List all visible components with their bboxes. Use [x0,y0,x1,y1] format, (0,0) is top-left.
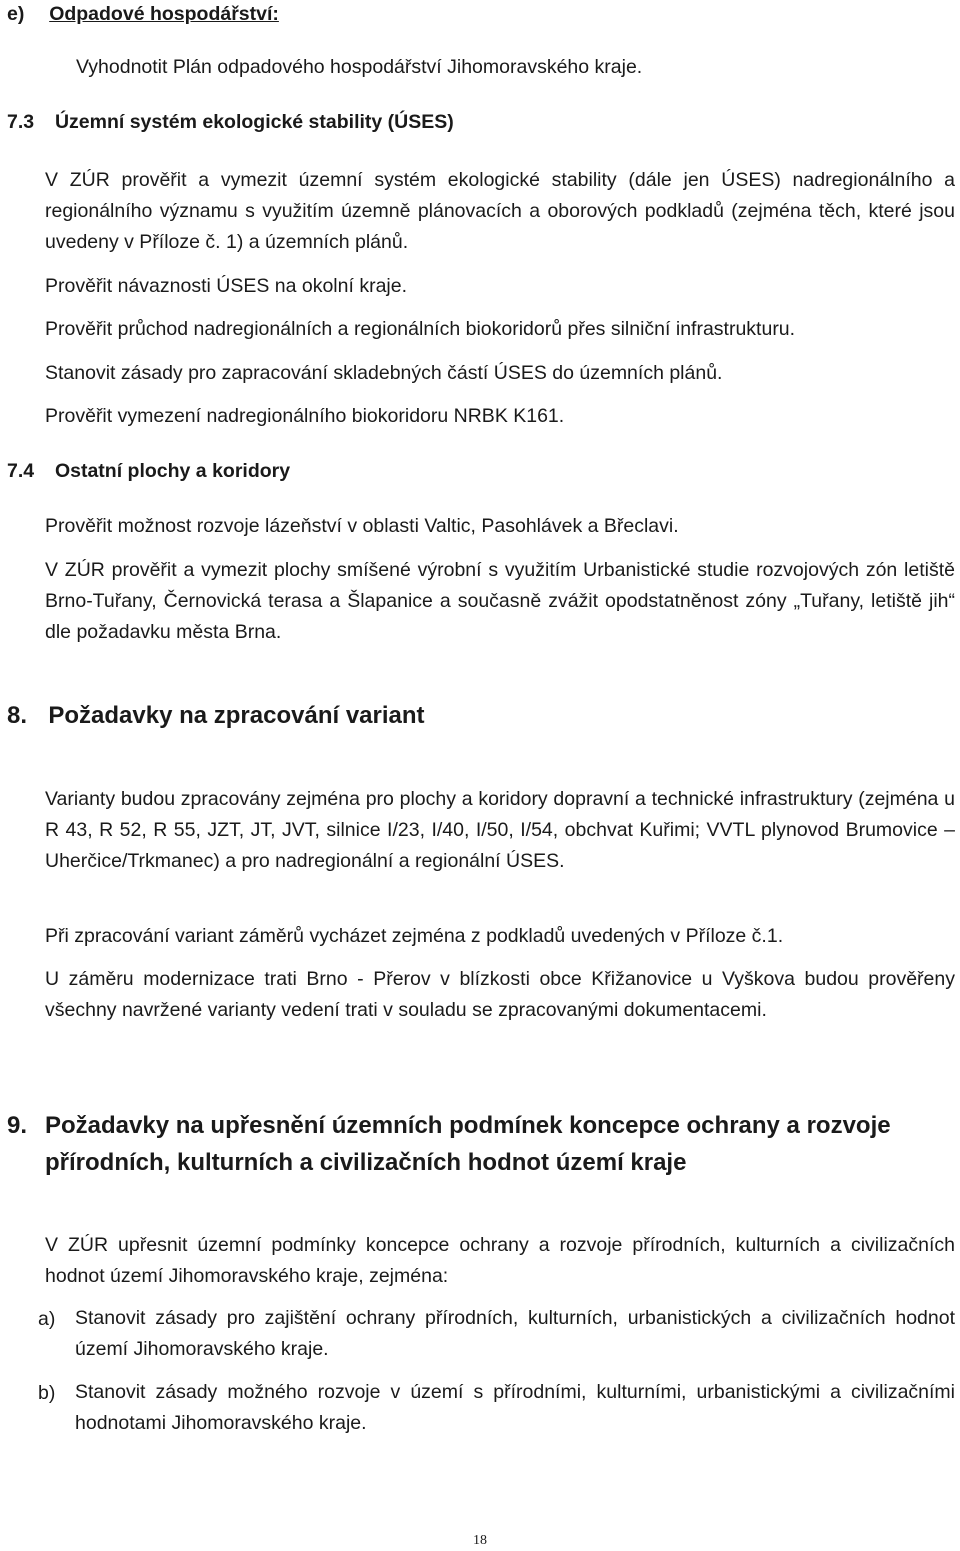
section-9-number: 9. [7,1112,28,1139]
page-number: 18 [473,1533,487,1548]
section-7-3-line-2: Prověřit průchod nadregionálních a regionálních biokoridorů přes silniční infrastrukturu. [45,318,796,340]
item-a-text: Stanovit zásady pro zajištění ochrany přírodních, kulturních, urbanistických a civilizačních hodnot území Jihomoravského kraje. [75,1307,955,1360]
section-8-number: 8. [7,702,28,729]
item-a-marker: a) [38,1308,56,1330]
section-7-3-line-1: Prověřit návaznosti ÚSES na okolní kraje. [45,275,408,297]
section-8-paragraph-3: U záměru modernizace trati Brno - Přerov v blízkosti obce Křižanovice u Vyškova budou prověřeny všechny navržené varianty vedení trati v souladu se zpracovanými dokumentacemi. [45,968,955,1021]
section-e-text: Vyhodnotit Plán odpadového hospodářství Jihomoravského kraje. [76,56,643,78]
section-7-3-number: 7.3 [7,111,35,133]
section-7-4-title: Ostatní plochy a koridory [54,460,291,482]
section-9-title: Požadavky na upřesnění územních podmínek koncepce ochrany a rozvoje přírodních, kulturních a civilizačních hodnot území kraje [45,1112,891,1176]
section-8-heading [7,697,425,734]
item-b-text: Stanovit zásady možného rozvoje v území s přírodními, kulturními, urbanistickými a civilizačními hodnotami Jihomoravského kraje. [75,1381,955,1434]
section-9-intro: V ZÚR upřesnit územní podmínky koncepce ochrany a rozvoje přírodních, kulturních a civilizačních hodnot území Jihomoravského kraje, zejména: [45,1234,955,1287]
section-8-paragraph-1: Varianty budou zpracovány zejména pro plochy a koridory dopravní a technické infrastruktury (zejména u R 43, R 52, R 55, JZT, JT, JVT, silnice I/23, I/40, I/50, I/54, obchvat Kuřimi; VVTL plynovod Brumovice – Uherčice/Trkmanec) a pro nadregionální a regionální ÚSES. [45,788,955,872]
item-b-marker: b) [38,1382,56,1404]
section-7-3-line-3: Stanovit zásady pro zapracování skladebných částí ÚSES do územních plánů. [45,362,723,384]
section-e-marker: e) [7,3,25,25]
section-8-paragraph-2: Při zpracování variant záměrů vycházet zejména z podkladů uvedených v Příloze č.1. [45,925,784,947]
section-7-3-heading [7,110,454,134]
section-7-4-paragraph: V ZÚR prověřit a vymezit plochy smíšené výrobní s využitím Urbanistické studie rozvojových zón letiště Brno-Tuřany, Černovická terasa a Šlapanice a současně zvážit opodstatněnost zóny „Tuřany, letiště jih“ dle požadavku města Brna. [45,559,955,643]
section-7-3-title: Územní systém ekologické stability (ÚSES) [54,111,454,133]
section-7-4-heading [7,459,290,483]
section-7-3-paragraph: V ZÚR prověřit a vymezit územní systém ekologické stability (dále jen ÚSES) nadregionálního a regionálního významu s využitím územně plánovacích a oborových podkladů (zejména těch, které jsou uvedeny v Příloze č. 1) a územních plánů. [45,169,955,253]
section-7-4-line-1: Prověřit možnost rozvoje lázeňství v oblasti Valtic, Pasohlávek a Břeclavi. [45,515,679,537]
section-e-heading [7,2,279,26]
section-7-4-number: 7.4 [7,460,35,482]
section-7-3-line-4: Prověřit vymezení nadregionálního biokoridoru NRBK K161. [45,405,565,427]
section-8-title: Požadavky na zpracování variant [48,702,425,729]
section-e-title: Odpadové hospodářství: [49,3,279,25]
